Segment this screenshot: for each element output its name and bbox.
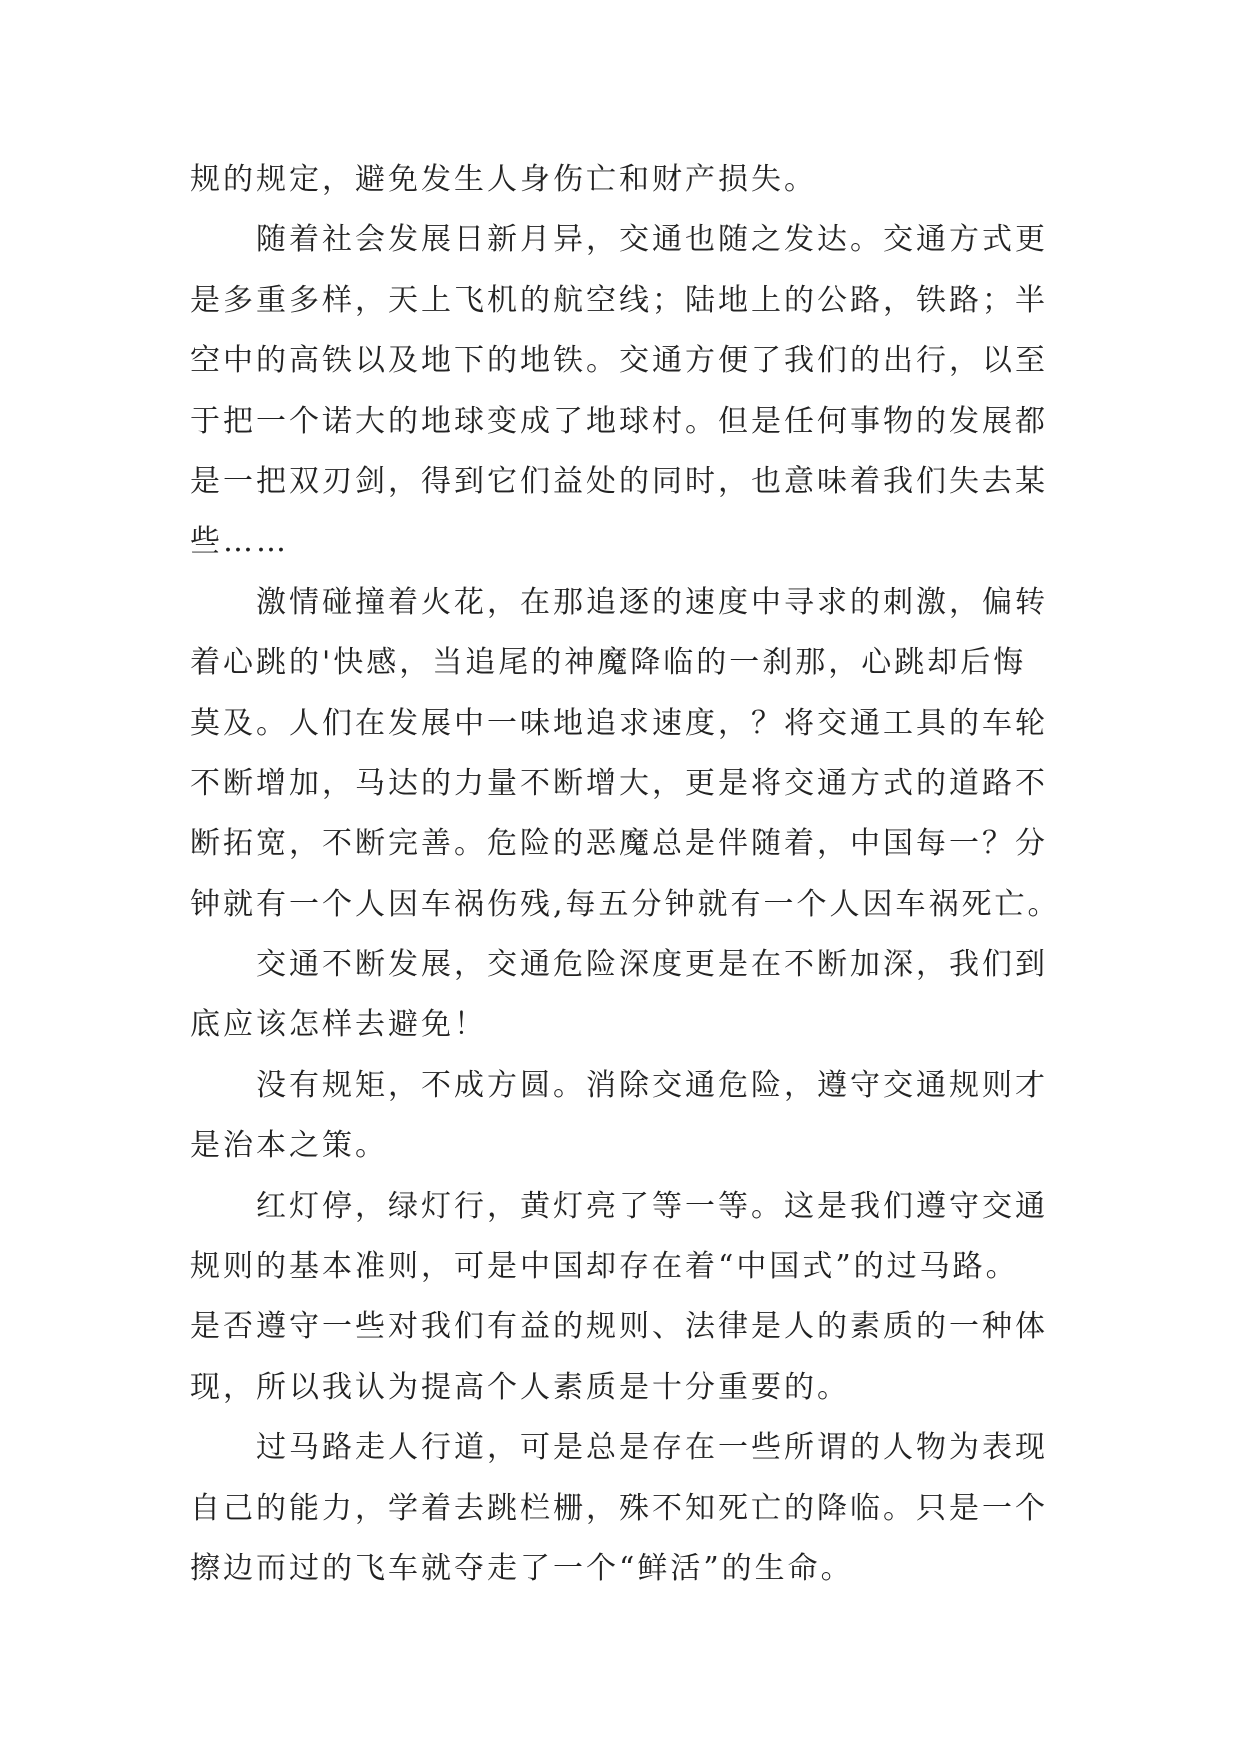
text-line: 是多重多样，天上飞机的航空线；陆地上的公路，铁路；半: [190, 282, 1048, 318]
paragraph-6: [190, 1177, 1050, 1419]
text-line: 于把一个诺大的地球变成了地球村。但是任何事物的发展都: [190, 403, 1048, 439]
paragraph-2: [190, 210, 1050, 572]
text-line: 过马路走人行道，可是总是存在一些所谓的人物为表现: [256, 1430, 1048, 1466]
text-line: 是一把双刃剑，得到它们益处的同时，也意味着我们失去某: [190, 463, 1048, 499]
paragraph-3: [190, 573, 1061, 935]
text-line: 是治本之策。: [190, 1128, 388, 1164]
text-line: 自己的能力，学着去跳栏栅，殊不知死亡的降临。只是一个: [190, 1490, 1048, 1526]
text-line: 规则的基本准则，可是中国却存在着“中国式”的过马路。: [190, 1249, 1019, 1285]
text-line: 底应该怎样去避免！: [190, 1007, 487, 1043]
text-line: 空中的高铁以及地下的地铁。交通方便了我们的出行，以至: [190, 343, 1048, 379]
text-line: 擦边而过的飞车就夺走了一个“鲜活”的生命。: [190, 1550, 854, 1586]
text-line: 断拓宽，不断完善。危险的恶魔总是伴随着，中国每一？分: [190, 826, 1048, 862]
text-line: 随着社会发展日新月异，交通也随之发达。交通方式更: [256, 222, 1048, 258]
paragraph-5: [190, 1056, 1050, 1177]
paragraph-1: [190, 150, 1050, 210]
text-line: 没有规矩，不成方圆。消除交通危险，遵守交通规则才: [256, 1067, 1048, 1103]
text-line: 交通不断发展，交通危险深度更是在不断加深，我们到: [256, 947, 1048, 983]
text-line: 规的规定，避免发生人身伤亡和财产损失。: [190, 162, 817, 197]
text-line: 激情碰撞着火花，在那追逐的速度中寻求的刺激，偏转: [256, 584, 1048, 620]
text-line: 是否遵守一些对我们有益的规则、法律是人的素质的一种体: [190, 1309, 1048, 1345]
text-line: 现，所以我认为提高个人素质是十分重要的。: [190, 1369, 850, 1405]
text-line: 不断增加，马达的力量不断增大，更是将交通方式的道路不: [190, 765, 1048, 801]
text-line: 些……: [190, 524, 289, 560]
text-line: 莫及。人们在发展中一味地追求速度，？将交通工具的车轮: [190, 705, 1048, 741]
text-line: 钟就有一个人因车祸伤残,每五分钟就有一个人因车祸死亡。: [190, 886, 1061, 922]
paragraph-7: [190, 1418, 1050, 1599]
text-line: 红灯停，绿灯行，黄灯亮了等一等。这是我们遵守交通: [256, 1188, 1048, 1224]
document-body: [190, 150, 1061, 1599]
text-line: 着心跳的'快感，当追尾的神魔降临的一刹那，心跳却后悔: [190, 645, 1027, 681]
paragraph-4: [190, 935, 1050, 1056]
